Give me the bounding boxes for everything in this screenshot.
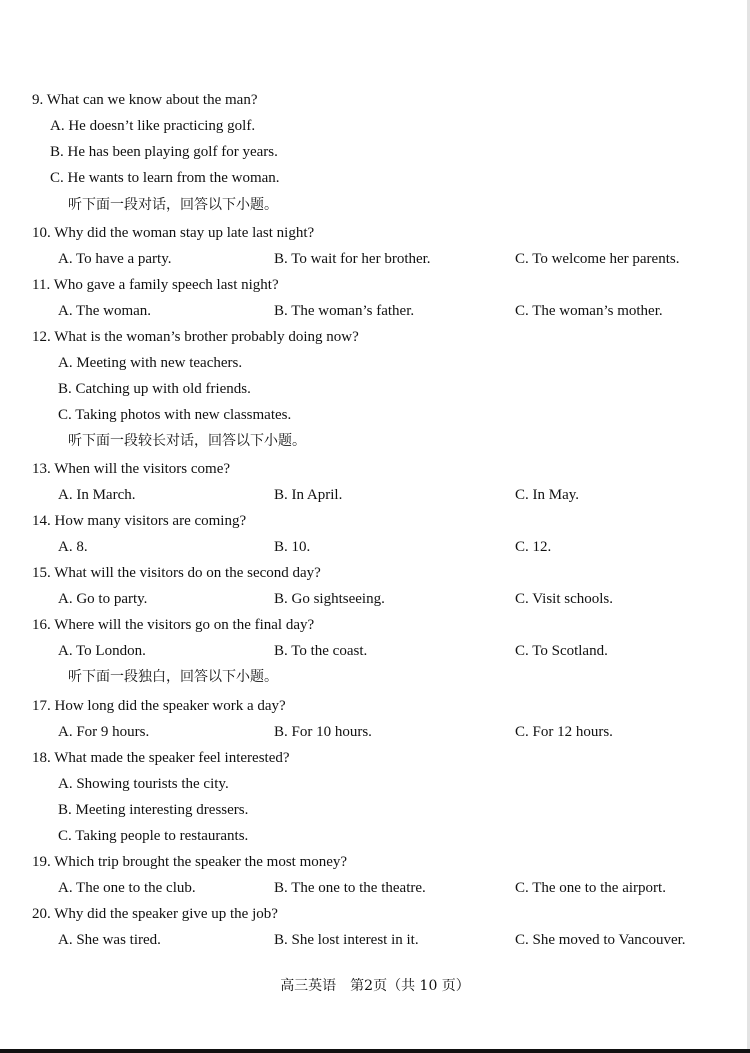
question-number: 20. — [32, 906, 51, 922]
question-text: What is the woman’s brother probably doing now? — [54, 329, 359, 345]
option-12c: C. Taking photos with new classmates. — [58, 407, 292, 423]
option-12b: B. Catching up with old friends. — [58, 381, 251, 397]
options-10 — [0, 250, 750, 268]
question-text: What made the speaker feel interested? — [54, 750, 290, 766]
options-20 — [0, 931, 750, 949]
option-14a: A. 8. — [58, 539, 88, 555]
instruction-dialogue: 听下面一段对话，回答以下小题。 — [68, 197, 278, 213]
options-17 — [0, 723, 750, 741]
option-15b: B. Go sightseeing. — [274, 591, 385, 607]
question-text: How long did the speaker work a day? — [54, 698, 286, 714]
option-20a: A. She was tired. — [58, 932, 161, 948]
question-number: 9. — [32, 92, 44, 108]
options-19 — [0, 879, 750, 897]
question-10 — [32, 224, 314, 242]
option-9c: C. He wants to learn from the woman. — [50, 170, 280, 186]
option-11c: C. The woman’s mother. — [515, 303, 663, 319]
instruction-long-dialogue: 听下面一段较长对话，回答以下小题。 — [68, 433, 306, 449]
question-18 — [32, 749, 290, 767]
option-19b: B. The one to the theatre. — [274, 880, 426, 896]
question-19 — [32, 853, 347, 871]
option-20b: B. She lost interest in it. — [274, 932, 419, 948]
option-16b: B. To the coast. — [274, 643, 368, 659]
option-13a: A. In March. — [58, 487, 136, 503]
options-14 — [0, 538, 750, 556]
option-14c: C. 12. — [515, 539, 552, 555]
question-9 — [32, 91, 258, 109]
question-text: What can we know about the man? — [46, 92, 258, 108]
question-17 — [32, 697, 286, 715]
question-15 — [32, 564, 321, 582]
options-16 — [0, 642, 750, 660]
question-number: 16. — [32, 617, 51, 633]
options-13 — [0, 486, 750, 504]
option-9a: A. He doesn’t like practicing golf. — [50, 118, 256, 134]
option-11a: A. The woman. — [58, 303, 152, 319]
option-10c: C. To welcome her parents. — [515, 251, 680, 267]
question-text: Where will the visitors go on the final day? — [54, 617, 315, 633]
question-number: 10. — [32, 225, 51, 241]
question-13 — [32, 460, 230, 478]
question-text: What will the visitors do on the second day? — [54, 565, 321, 581]
option-17a: A. For 9 hours. — [58, 724, 150, 740]
question-text: When will the visitors come? — [54, 461, 231, 477]
option-9b: B. He has been playing golf for years. — [50, 144, 278, 160]
question-number: 11. — [32, 277, 51, 293]
option-17c: C. For 12 hours. — [515, 724, 613, 740]
option-18b: B. Meeting interesting dressers. — [58, 802, 249, 818]
bottom-divider — [0, 1049, 750, 1053]
options-15 — [0, 590, 750, 608]
option-15c: C. Visit schools. — [515, 591, 614, 607]
option-12a: A. Meeting with new teachers. — [58, 355, 243, 371]
question-text: Why did the woman stay up late last night? — [54, 225, 315, 241]
question-12 — [32, 328, 359, 346]
option-13b: B. In April. — [274, 487, 343, 503]
question-number: 19. — [32, 854, 51, 870]
question-number: 18. — [32, 750, 51, 766]
option-14b: B. 10. — [274, 539, 311, 555]
question-text: Which trip brought the speaker the most money? — [54, 854, 348, 870]
option-11b: B. The woman’s father. — [274, 303, 415, 319]
question-20 — [32, 905, 278, 923]
question-16 — [32, 616, 314, 634]
page-footer: 高三英语 第2页（共 10 页） — [280, 978, 470, 994]
instruction-monologue: 听下面一段独白，回答以下小题。 — [68, 669, 278, 685]
question-number: 17. — [32, 698, 51, 714]
question-number: 13. — [32, 461, 51, 477]
option-17b: B. For 10 hours. — [274, 724, 372, 740]
question-number: 12. — [32, 329, 51, 345]
option-10a: A. To have a party. — [58, 251, 172, 267]
option-16c: C. To Scotland. — [515, 643, 608, 659]
option-19c: C. The one to the airport. — [515, 880, 666, 896]
question-number: 14. — [32, 513, 51, 529]
question-text: Why did the speaker give up the job? — [54, 906, 278, 922]
question-11 — [32, 276, 279, 294]
option-16a: A. To London. — [58, 643, 146, 659]
question-number: 15. — [32, 565, 51, 581]
option-19a: A. The one to the club. — [58, 880, 196, 896]
question-text: How many visitors are coming? — [54, 513, 247, 529]
option-10b: B. To wait for her brother. — [274, 251, 431, 267]
question-14 — [32, 512, 246, 530]
options-11 — [0, 302, 750, 320]
option-13c: C. In May. — [515, 487, 580, 503]
option-15a: A. Go to party. — [58, 591, 148, 607]
option-18a: A. Showing tourists the city. — [58, 776, 229, 792]
option-18c: C. Taking people to restaurants. — [58, 828, 249, 844]
option-20c: C. She moved to Vancouver. — [515, 932, 686, 948]
question-text: Who gave a family speech last night? — [53, 277, 279, 293]
